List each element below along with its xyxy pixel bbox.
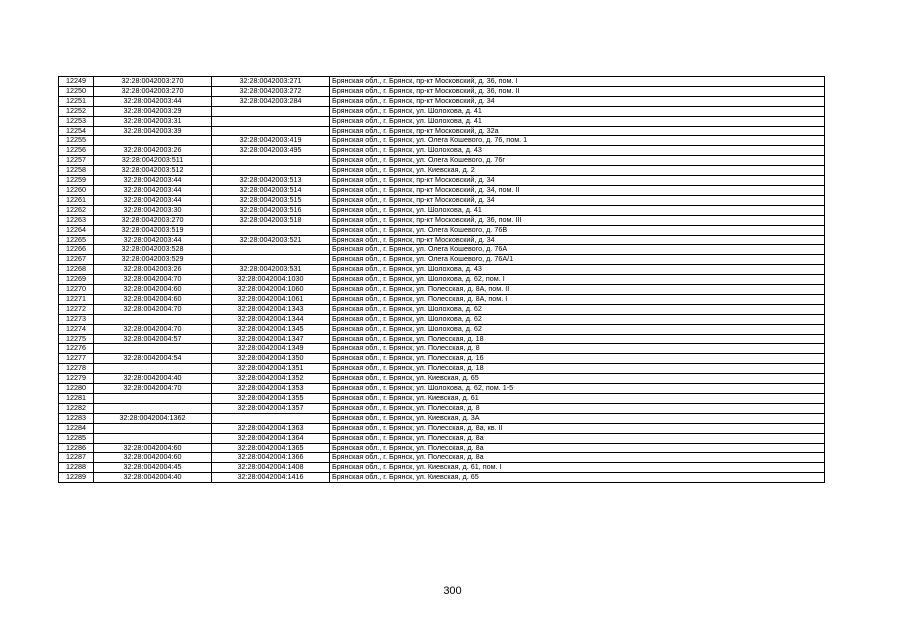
- row-number-cell: 12256: [59, 146, 94, 156]
- address-cell: Брянская обл., г. Брянск, ул. Киевская, д. 2: [330, 166, 825, 176]
- address-cell: Брянская обл., г. Брянск, ул. Шолохова, д. 43: [330, 146, 825, 156]
- address-cell: Брянская обл., г. Брянск, ул. Шолохова, д. 41: [330, 106, 825, 116]
- object-number-cell: 32:28:0042004:1030: [212, 275, 330, 285]
- row-number-cell: 12255: [59, 136, 94, 146]
- parcel-number-cell: 32:28:0042004:54: [94, 354, 212, 364]
- row-number-cell: 12250: [59, 86, 94, 96]
- parcel-number-cell: 32:28:0042003:29: [94, 106, 212, 116]
- row-number-cell: 12289: [59, 473, 94, 483]
- row-number-cell: 12278: [59, 364, 94, 374]
- object-number-cell: 32:28:0042003:516: [212, 205, 330, 215]
- parcel-number-cell: 32:28:0042003:31: [94, 116, 212, 126]
- table-row: [59, 195, 825, 205]
- row-number-cell: 12251: [59, 96, 94, 106]
- address-cell: Брянская обл., г. Брянск, ул. Полесская, д. 18: [330, 334, 825, 344]
- table-row: [59, 463, 825, 473]
- parcel-number-cell: 32:28:0042004:1362: [94, 413, 212, 423]
- parcel-number-cell: [94, 423, 212, 433]
- row-number-cell: 12270: [59, 285, 94, 295]
- registry-table: [58, 76, 825, 483]
- address-cell: Брянская обл., г. Брянск, ул. Полесская, д. 8а, кв. II: [330, 423, 825, 433]
- parcel-number-cell: [94, 344, 212, 354]
- address-cell: Брянская обл., г. Брянск, пр-кт Московский, д. 34: [330, 96, 825, 106]
- row-number-cell: 12277: [59, 354, 94, 364]
- table-row: [59, 374, 825, 384]
- parcel-number-cell: 32:28:0042004:60: [94, 443, 212, 453]
- table-row: [59, 265, 825, 275]
- object-number-cell: 32:28:0042004:1345: [212, 324, 330, 334]
- row-number-cell: 12261: [59, 195, 94, 205]
- row-number-cell: 12263: [59, 215, 94, 225]
- row-number-cell: 12254: [59, 126, 94, 136]
- row-number-cell: 12281: [59, 394, 94, 404]
- address-cell: Брянская обл., г. Брянск, ул. Шолохова, д. 43: [330, 265, 825, 275]
- object-number-cell: 32:28:0042004:1363: [212, 423, 330, 433]
- address-cell: Брянская обл., г. Брянск, ул. Полесская, д. 8а: [330, 453, 825, 463]
- table-row: [59, 126, 825, 136]
- parcel-number-cell: 32:28:0042004:70: [94, 275, 212, 285]
- table-row: [59, 364, 825, 374]
- row-number-cell: 12282: [59, 403, 94, 413]
- parcel-number-cell: [94, 403, 212, 413]
- parcel-number-cell: 32:28:0042003:26: [94, 146, 212, 156]
- object-number-cell: 32:28:0042004:1347: [212, 334, 330, 344]
- address-cell: Брянская обл., г. Брянск, ул. Киевская, д. 3А: [330, 413, 825, 423]
- parcel-number-cell: [94, 136, 212, 146]
- object-number-cell: 32:28:0042004:1352: [212, 374, 330, 384]
- row-number-cell: 12273: [59, 314, 94, 324]
- address-cell: Брянская обл., г. Брянск, пр-кт Московский, д. 34: [330, 235, 825, 245]
- parcel-number-cell: 32:28:0042003:270: [94, 77, 212, 87]
- address-cell: Брянская обл., г. Брянск, ул. Киевская, д. 61: [330, 394, 825, 404]
- object-number-cell: [212, 225, 330, 235]
- object-number-cell: 32:28:0042004:1344: [212, 314, 330, 324]
- table-row: [59, 185, 825, 195]
- parcel-number-cell: [94, 433, 212, 443]
- parcel-number-cell: 32:28:0042003:512: [94, 166, 212, 176]
- table-row: [59, 96, 825, 106]
- registry-table-body: [59, 77, 825, 483]
- address-cell: Брянская обл., г. Брянск, пр-кт Московский, д. 34: [330, 176, 825, 186]
- object-number-cell: [212, 245, 330, 255]
- table-row: [59, 314, 825, 324]
- address-cell: Брянская обл., г. Брянск, ул. Олега Кошевого, д. 76г: [330, 156, 825, 166]
- object-number-cell: 32:28:0042004:1365: [212, 443, 330, 453]
- address-cell: Брянская обл., г. Брянск, ул. Шолохова, д. 62: [330, 304, 825, 314]
- parcel-number-cell: 32:28:0042004:45: [94, 463, 212, 473]
- row-number-cell: 12249: [59, 77, 94, 87]
- object-number-cell: 32:28:0042004:1366: [212, 453, 330, 463]
- parcel-number-cell: 32:28:0042003:26: [94, 265, 212, 275]
- row-number-cell: 12276: [59, 344, 94, 354]
- address-cell: Брянская обл., г. Брянск, ул. Шолохова, д. 62, пом. I: [330, 275, 825, 285]
- address-cell: Брянская обл., г. Брянск, пр-кт Московский, д. 34: [330, 195, 825, 205]
- table-row: [59, 86, 825, 96]
- address-cell: Брянская обл., г. Брянск, ул. Шолохова, д. 62, пом. 1-5: [330, 384, 825, 394]
- parcel-number-cell: 32:28:0042004:60: [94, 285, 212, 295]
- object-number-cell: 32:28:0042004:1364: [212, 433, 330, 443]
- parcel-number-cell: 32:28:0042003:39: [94, 126, 212, 136]
- parcel-number-cell: 32:28:0042003:270: [94, 215, 212, 225]
- object-number-cell: 32:28:0042003:272: [212, 86, 330, 96]
- table-row: [59, 443, 825, 453]
- parcel-number-cell: 32:28:0042004:57: [94, 334, 212, 344]
- row-number-cell: 12275: [59, 334, 94, 344]
- parcel-number-cell: 32:28:0042003:511: [94, 156, 212, 166]
- address-cell: Брянская обл., г. Брянск, ул. Шолохова, д. 62: [330, 324, 825, 334]
- row-number-cell: 12279: [59, 374, 94, 384]
- object-number-cell: 32:28:0042003:284: [212, 96, 330, 106]
- parcel-number-cell: 32:28:0042004:60: [94, 294, 212, 304]
- row-number-cell: 12257: [59, 156, 94, 166]
- address-cell: Брянская обл., г. Брянск, ул. Полесская, д. 16: [330, 354, 825, 364]
- row-number-cell: 12264: [59, 225, 94, 235]
- row-number-cell: 12284: [59, 423, 94, 433]
- address-cell: Брянская обл., г. Брянск, пр-кт Московский, д. 36, пом. II: [330, 86, 825, 96]
- address-cell: Брянская обл., г. Брянск, ул. Олега Кошевого, д. 76, пом. 1: [330, 136, 825, 146]
- parcel-number-cell: [94, 364, 212, 374]
- row-number-cell: 12271: [59, 294, 94, 304]
- table-row: [59, 433, 825, 443]
- address-cell: Брянская обл., г. Брянск, ул. Полесская, д. 8А, пом. I: [330, 294, 825, 304]
- object-number-cell: [212, 156, 330, 166]
- address-cell: Брянская обл., г. Брянск, ул. Полесская, д. 8: [330, 344, 825, 354]
- row-number-cell: 12280: [59, 384, 94, 394]
- parcel-number-cell: [94, 394, 212, 404]
- object-number-cell: 32:28:0042004:1355: [212, 394, 330, 404]
- object-number-cell: 32:28:0042004:1061: [212, 294, 330, 304]
- table-row: [59, 205, 825, 215]
- object-number-cell: 32:28:0042004:1060: [212, 285, 330, 295]
- object-number-cell: 32:28:0042003:515: [212, 195, 330, 205]
- parcel-number-cell: 32:28:0042003:270: [94, 86, 212, 96]
- table-row: [59, 225, 825, 235]
- table-row: [59, 156, 825, 166]
- row-number-cell: 12262: [59, 205, 94, 215]
- parcel-number-cell: 32:28:0042003:519: [94, 225, 212, 235]
- address-cell: Брянская обл., г. Брянск, ул. Киевская, д. 65: [330, 473, 825, 483]
- table-row: [59, 294, 825, 304]
- object-number-cell: 32:28:0042003:419: [212, 136, 330, 146]
- parcel-number-cell: 32:28:0042003:529: [94, 255, 212, 265]
- address-cell: Брянская обл., г. Брянск, пр-кт Московский, д. 32а: [330, 126, 825, 136]
- object-number-cell: 32:28:0042004:1416: [212, 473, 330, 483]
- parcel-number-cell: 32:28:0042004:40: [94, 374, 212, 384]
- address-cell: Брянская обл., г. Брянск, ул. Полесская, д. 18: [330, 364, 825, 374]
- address-cell: Брянская обл., г. Брянск, пр-кт Московский, д. 36, пом. I: [330, 77, 825, 87]
- row-number-cell: 12265: [59, 235, 94, 245]
- object-number-cell: 32:28:0042004:1357: [212, 403, 330, 413]
- address-cell: Брянская обл., г. Брянск, ул. Шолохова, д. 41: [330, 205, 825, 215]
- object-number-cell: 32:28:0042003:531: [212, 265, 330, 275]
- table-row: [59, 215, 825, 225]
- address-cell: Брянская обл., г. Брянск, ул. Полесская, д. 8: [330, 403, 825, 413]
- table-row: [59, 304, 825, 314]
- row-number-cell: 12286: [59, 443, 94, 453]
- row-number-cell: 12285: [59, 433, 94, 443]
- row-number-cell: 12269: [59, 275, 94, 285]
- table-row: [59, 245, 825, 255]
- row-number-cell: 12272: [59, 304, 94, 314]
- parcel-number-cell: 32:28:0042003:44: [94, 235, 212, 245]
- table-row: [59, 136, 825, 146]
- object-number-cell: 32:28:0042004:1408: [212, 463, 330, 473]
- table-row: [59, 413, 825, 423]
- table-row: [59, 384, 825, 394]
- row-number-cell: 12266: [59, 245, 94, 255]
- table-row: [59, 403, 825, 413]
- address-cell: Брянская обл., г. Брянск, пр-кт Московский, д. 36, пом. III: [330, 215, 825, 225]
- table-row: [59, 344, 825, 354]
- parcel-number-cell: 32:28:0042003:44: [94, 96, 212, 106]
- row-number-cell: 12288: [59, 463, 94, 473]
- table-row: [59, 453, 825, 463]
- object-number-cell: [212, 126, 330, 136]
- object-number-cell: 32:28:0042003:495: [212, 146, 330, 156]
- table-row: [59, 255, 825, 265]
- table-row: [59, 473, 825, 483]
- object-number-cell: 32:28:0042004:1351: [212, 364, 330, 374]
- address-cell: Брянская обл., г. Брянск, ул. Полесская, д. 8а: [330, 433, 825, 443]
- parcel-number-cell: 32:28:0042004:70: [94, 324, 212, 334]
- parcel-number-cell: 32:28:0042004:70: [94, 304, 212, 314]
- table-row: [59, 106, 825, 116]
- row-number-cell: 12283: [59, 413, 94, 423]
- parcel-number-cell: 32:28:0042003:44: [94, 185, 212, 195]
- address-cell: Брянская обл., г. Брянск, ул. Олега Кошевого, д. 76А: [330, 245, 825, 255]
- address-cell: Брянская обл., г. Брянск, ул. Олега Кошевого, д. 76А/1: [330, 255, 825, 265]
- parcel-number-cell: [94, 314, 212, 324]
- page-number: 300: [443, 585, 462, 597]
- address-cell: Брянская обл., г. Брянск, ул. Шолохова, д. 41: [330, 116, 825, 126]
- object-number-cell: [212, 255, 330, 265]
- parcel-number-cell: 32:28:0042004:40: [94, 473, 212, 483]
- table-row: [59, 146, 825, 156]
- object-number-cell: [212, 106, 330, 116]
- object-number-cell: [212, 116, 330, 126]
- object-number-cell: 32:28:0042003:521: [212, 235, 330, 245]
- table-row: [59, 334, 825, 344]
- table-row: [59, 235, 825, 245]
- object-number-cell: 32:28:0042003:518: [212, 215, 330, 225]
- table-row: [59, 394, 825, 404]
- object-number-cell: [212, 413, 330, 423]
- table-row: [59, 275, 825, 285]
- table-row: [59, 324, 825, 334]
- row-number-cell: 12253: [59, 116, 94, 126]
- object-number-cell: 32:28:0042003:271: [212, 77, 330, 87]
- address-cell: Брянская обл., г. Брянск, ул. Полесская, д. 8а: [330, 443, 825, 453]
- parcel-number-cell: 32:28:0042003:528: [94, 245, 212, 255]
- object-number-cell: 32:28:0042003:514: [212, 185, 330, 195]
- table-row: [59, 423, 825, 433]
- table-row: [59, 166, 825, 176]
- address-cell: Брянская обл., г. Брянск, ул. Киевская, д. 65: [330, 374, 825, 384]
- row-number-cell: 12259: [59, 176, 94, 186]
- table-row: [59, 176, 825, 186]
- address-cell: Брянская обл., г. Брянск, ул. Шолохова, д. 62: [330, 314, 825, 324]
- object-number-cell: 32:28:0042004:1349: [212, 344, 330, 354]
- address-cell: Брянская обл., г. Брянск, ул. Киевская, д. 61, пом. I: [330, 463, 825, 473]
- address-cell: Брянская обл., г. Брянск, ул. Полесская, д. 8А, пом. II: [330, 285, 825, 295]
- row-number-cell: 12274: [59, 324, 94, 334]
- address-cell: Брянская обл., г. Брянск, пр-кт Московский, д. 34, пом. II: [330, 185, 825, 195]
- address-cell: Брянская обл., г. Брянск, ул. Олега Кошевого, д. 76В: [330, 225, 825, 235]
- row-number-cell: 12268: [59, 265, 94, 275]
- row-number-cell: 12287: [59, 453, 94, 463]
- object-number-cell: 32:28:0042004:1353: [212, 384, 330, 394]
- row-number-cell: 12252: [59, 106, 94, 116]
- row-number-cell: 12267: [59, 255, 94, 265]
- table-row: [59, 116, 825, 126]
- object-number-cell: 32:28:0042003:513: [212, 176, 330, 186]
- parcel-number-cell: 32:28:0042004:70: [94, 384, 212, 394]
- parcel-number-cell: 32:28:0042004:60: [94, 453, 212, 463]
- table-row: [59, 77, 825, 87]
- object-number-cell: [212, 166, 330, 176]
- parcel-number-cell: 32:28:0042003:44: [94, 176, 212, 186]
- table-row: [59, 285, 825, 295]
- parcel-number-cell: 32:28:0042003:30: [94, 205, 212, 215]
- parcel-number-cell: 32:28:0042003:44: [94, 195, 212, 205]
- row-number-cell: 12258: [59, 166, 94, 176]
- row-number-cell: 12260: [59, 185, 94, 195]
- table-row: [59, 354, 825, 364]
- object-number-cell: 32:28:0042004:1350: [212, 354, 330, 364]
- object-number-cell: 32:28:0042004:1343: [212, 304, 330, 314]
